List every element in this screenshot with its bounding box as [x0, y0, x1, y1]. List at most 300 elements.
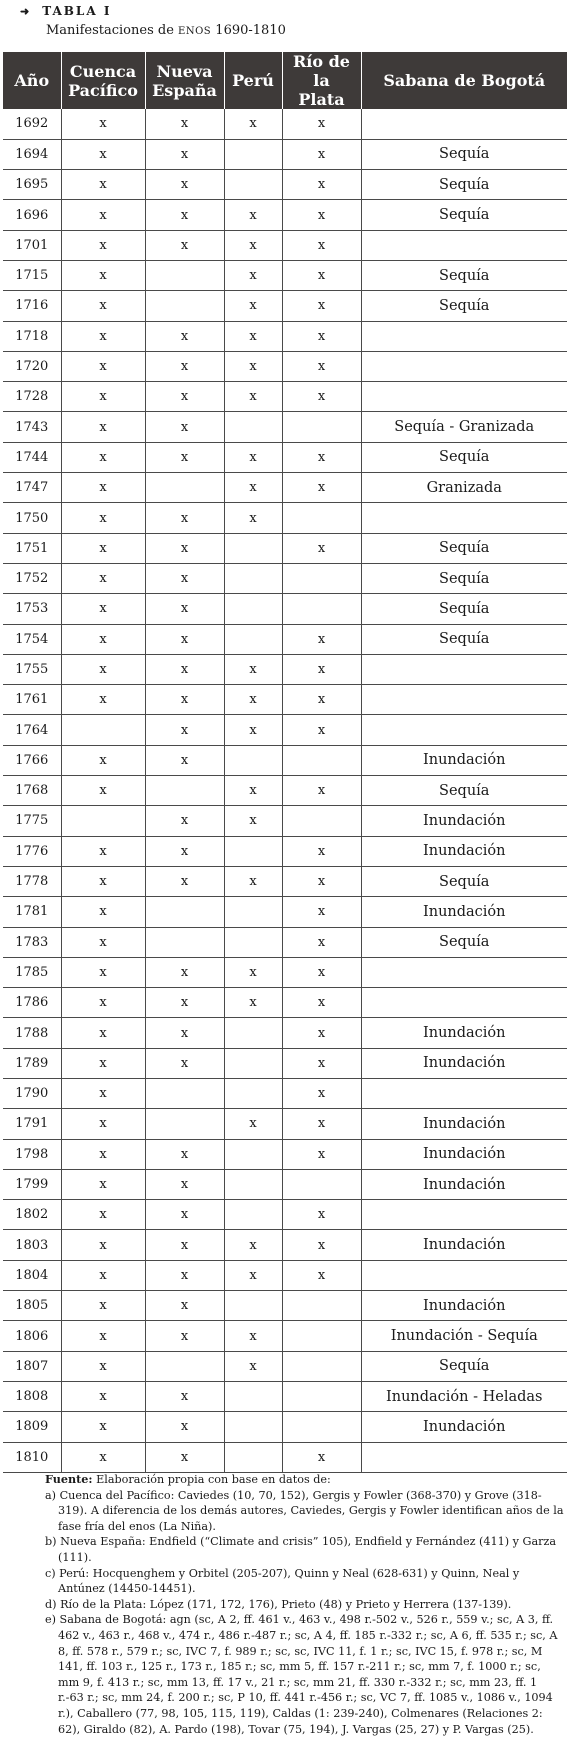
bogota-cell	[361, 654, 567, 684]
region-cell: x	[282, 1442, 361, 1472]
region-cell	[145, 260, 224, 290]
region-cell: x	[61, 1169, 145, 1199]
table-row	[3, 988, 567, 1018]
region-cell: x	[145, 836, 224, 866]
table-row	[3, 473, 567, 503]
region-cell: x	[282, 291, 361, 321]
year-cell: 1754	[3, 624, 61, 654]
region-cell: x	[282, 685, 361, 715]
region-cell: x	[61, 200, 145, 230]
region-cell: x	[224, 109, 282, 139]
region-cell: x	[61, 1230, 145, 1260]
year-cell: 1744	[3, 442, 61, 472]
note-item: d) Río de la Plata: López (171, 172, 176), Prieto (48) y Prieto y Herrera (137-139).	[45, 1597, 512, 1611]
bogota-cell	[361, 1200, 567, 1230]
region-cell: x	[145, 412, 224, 442]
region-cell: x	[61, 109, 145, 139]
region-cell: x	[145, 1291, 224, 1321]
column-header-line: Cuenca	[69, 61, 137, 81]
bogota-cell: Inundación	[361, 1169, 567, 1199]
bogota-cell: Sequía	[361, 291, 567, 321]
year-cell: 1799	[3, 1169, 61, 1199]
region-cell: x	[61, 260, 145, 290]
table-subtitle	[46, 23, 286, 40]
region-cell	[224, 1139, 282, 1169]
table-row	[3, 1412, 567, 1442]
region-cell	[282, 563, 361, 593]
region-cell: x	[282, 533, 361, 563]
column-header-line: Nueva	[156, 61, 213, 81]
table-notes	[45, 1472, 565, 1737]
table-row	[3, 412, 567, 442]
year-cell: 1803	[3, 1230, 61, 1260]
year-cell: 1807	[3, 1351, 61, 1381]
region-cell: x	[282, 442, 361, 472]
region-cell: x	[224, 1230, 282, 1260]
table-row	[3, 957, 567, 987]
year-cell: 1752	[3, 563, 61, 593]
region-cell	[224, 624, 282, 654]
region-cell: x	[61, 351, 145, 381]
table-row	[3, 685, 567, 715]
region-cell: x	[61, 170, 145, 200]
bogota-cell: Inundación	[361, 1412, 567, 1442]
region-cell: x	[61, 836, 145, 866]
region-cell: x	[282, 351, 361, 381]
region-cell: x	[282, 109, 361, 139]
region-cell: x	[145, 1442, 224, 1472]
year-cell: 1766	[3, 745, 61, 775]
year-cell: 1753	[3, 594, 61, 624]
region-cell: x	[282, 1079, 361, 1109]
region-cell	[224, 563, 282, 593]
region-cell: x	[282, 897, 361, 927]
region-cell: x	[145, 1230, 224, 1260]
region-cell: x	[61, 473, 145, 503]
table-body	[3, 109, 567, 1472]
year-cell: 1775	[3, 806, 61, 836]
region-cell: x	[61, 745, 145, 775]
region-cell	[224, 139, 282, 169]
region-cell: x	[224, 1109, 282, 1139]
table-row	[3, 1260, 567, 1290]
region-cell: x	[145, 866, 224, 896]
region-cell: x	[61, 533, 145, 563]
region-cell: x	[282, 473, 361, 503]
year-cell: 1788	[3, 1018, 61, 1048]
region-cell: x	[145, 685, 224, 715]
year-cell: 1755	[3, 654, 61, 684]
table-row	[3, 230, 567, 260]
region-cell: x	[61, 503, 145, 533]
year-cell: 1783	[3, 927, 61, 957]
bogota-cell: Inundación - Sequía	[361, 1321, 567, 1351]
table-row	[3, 866, 567, 896]
bogota-cell: Inundación	[361, 1109, 567, 1139]
column-header-line: Pacífico	[68, 80, 138, 100]
region-cell: x	[145, 563, 224, 593]
bogota-cell	[361, 1079, 567, 1109]
column-header-line: Año	[14, 71, 50, 90]
region-cell	[224, 170, 282, 200]
year-cell: 1743	[3, 412, 61, 442]
bogota-cell	[361, 321, 567, 351]
region-cell: x	[224, 654, 282, 684]
year-cell: 1747	[3, 473, 61, 503]
year-cell: 1786	[3, 988, 61, 1018]
region-cell	[145, 897, 224, 927]
bogota-cell: Inundación	[361, 1230, 567, 1260]
source-line	[45, 1472, 565, 1488]
region-cell: x	[145, 230, 224, 260]
region-cell	[224, 1381, 282, 1411]
region-cell: x	[145, 654, 224, 684]
region-cell: x	[282, 1139, 361, 1169]
region-cell: x	[282, 836, 361, 866]
region-cell: x	[145, 503, 224, 533]
region-cell: x	[145, 594, 224, 624]
year-cell: 1716	[3, 291, 61, 321]
year-cell: 1701	[3, 230, 61, 260]
bogota-cell: Sequía	[361, 533, 567, 563]
year-cell: 1791	[3, 1109, 61, 1139]
table-row	[3, 1442, 567, 1472]
year-cell: 1715	[3, 260, 61, 290]
region-cell: x	[61, 654, 145, 684]
region-cell	[145, 291, 224, 321]
region-cell: x	[282, 1109, 361, 1139]
bogota-cell: Inundación	[361, 1291, 567, 1321]
region-cell: x	[61, 1048, 145, 1078]
region-cell: x	[61, 927, 145, 957]
bogota-cell	[361, 957, 567, 987]
table-row	[3, 624, 567, 654]
year-cell: 1728	[3, 382, 61, 412]
year-cell: 1776	[3, 836, 61, 866]
year-cell: 1805	[3, 1291, 61, 1321]
region-cell	[224, 594, 282, 624]
note-item: b) Nueva España: Endfield (“Climate and crisis” 105), Endfield y Fernández (411) y Garza (111).	[45, 1535, 557, 1564]
table-row	[3, 654, 567, 684]
bogota-cell: Sequía	[361, 866, 567, 896]
table-row	[3, 1321, 567, 1351]
table-row	[3, 1109, 567, 1139]
year-cell: 1695	[3, 170, 61, 200]
table-row	[3, 927, 567, 957]
region-cell: x	[61, 1018, 145, 1048]
table-row	[3, 715, 567, 745]
region-cell: x	[61, 291, 145, 321]
region-cell: x	[282, 866, 361, 896]
table-row	[3, 533, 567, 563]
region-cell: x	[224, 321, 282, 351]
region-cell: x	[282, 1018, 361, 1048]
region-cell: x	[61, 1381, 145, 1411]
bogota-cell	[361, 109, 567, 139]
bogota-cell	[361, 503, 567, 533]
region-cell: x	[282, 654, 361, 684]
bogota-cell: Inundación	[361, 1048, 567, 1078]
bogota-cell: Inundación	[361, 1018, 567, 1048]
table-row	[3, 442, 567, 472]
bogota-cell: Inundación	[361, 836, 567, 866]
region-cell: x	[145, 382, 224, 412]
note-item: e) Sabana de Bogotá: agn (sc, A 2, ff. 461 v., 463 v., 498 r.-502 v., 526 r., 559 v.; sc, A 3, ff. 462 v., 463 r., 468 v., 474 r., 486 r.-487 r.; sc, A 4, ff. 185 r.-332 r.; sc, A 6, ff. 535 r.; sc, A 8, ff. 578 r., 579 r.; sc, IVC 7, f. 989 r.; sc, sc, IVC 11, f. 1 r.; sc, IVC 15, f. 978 r.; sc, M 141, ff. 103 r., 125 r., 173 r., 185 r.; sc, mm 5, ff. 157 r.-211 r.; sc, mm 7, f. 1000 r.; sc, mm 9, f. 413 r.; sc, mm 13, ff. 17 v., 21 r.; sc, mm 21, ff. 330 r.-332 r.; sc, mm 23, ff. 1 r.-63 r.; sc, mm 24, f. 200 r.; sc, P 10, ff. 441 r.-456 r.; sc, VC 7, ff. 1085 v., 1086 v., 1094 r.), Caballero (77, 98, 105, 115, 119), Caldas (1: 239-240), Colmenares (Relaciones 2: 62), Giraldo (82), A. Pardo (198), Tovar (75, 194), J. Vargas (25, 27) y P. Vargas (25).	[45, 1613, 558, 1736]
source-label: Fuente:	[45, 1472, 93, 1486]
region-cell: x	[224, 1351, 282, 1381]
bogota-cell: Sequía	[361, 170, 567, 200]
region-cell: x	[145, 442, 224, 472]
region-cell: x	[282, 776, 361, 806]
table-row	[3, 139, 567, 169]
region-cell	[224, 1048, 282, 1078]
region-cell: x	[145, 1048, 224, 1078]
table-row	[3, 563, 567, 593]
table-row	[3, 1200, 567, 1230]
region-cell: x	[282, 170, 361, 200]
region-cell: x	[61, 563, 145, 593]
bogota-cell: Sequía	[361, 563, 567, 593]
table-row	[3, 1230, 567, 1260]
table-row	[3, 1381, 567, 1411]
table-row	[3, 351, 567, 381]
region-cell	[224, 1169, 282, 1199]
enso-table	[3, 52, 567, 1473]
region-cell: x	[224, 503, 282, 533]
region-cell: x	[61, 1260, 145, 1290]
year-cell: 1694	[3, 139, 61, 169]
region-cell: x	[145, 200, 224, 230]
region-cell: x	[224, 291, 282, 321]
year-cell: 1790	[3, 1079, 61, 1109]
year-cell: 1692	[3, 109, 61, 139]
bogota-cell: Sequía	[361, 442, 567, 472]
region-cell: x	[282, 1230, 361, 1260]
region-cell	[224, 1200, 282, 1230]
year-cell: 1781	[3, 897, 61, 927]
region-cell	[224, 745, 282, 775]
region-cell: x	[224, 200, 282, 230]
region-cell: x	[145, 170, 224, 200]
bogota-cell: Inundación	[361, 1139, 567, 1169]
region-cell: x	[61, 1291, 145, 1321]
region-cell: x	[145, 1321, 224, 1351]
region-cell	[224, 1291, 282, 1321]
region-cell: x	[145, 624, 224, 654]
region-cell: x	[145, 745, 224, 775]
column-header-line: Sabana de Bogotá	[383, 71, 546, 90]
region-cell: x	[224, 685, 282, 715]
region-cell	[282, 503, 361, 533]
subtitle-abbr: ENOS	[178, 26, 212, 37]
year-cell: 1785	[3, 957, 61, 987]
note-item: c) Perú: Hocquenghem y Orbitel (205-207), Quinn y Neal (628-631) y Quinn, Neal y Antúnez (14450-14451).	[45, 1566, 520, 1596]
table-row	[3, 1351, 567, 1381]
region-cell	[224, 1079, 282, 1109]
region-cell: x	[61, 230, 145, 260]
year-cell: 1761	[3, 685, 61, 715]
year-cell: 1809	[3, 1412, 61, 1442]
region-cell	[145, 1079, 224, 1109]
subtitle-range: 1690-1810	[215, 23, 286, 38]
bogota-cell: Inundación - Heladas	[361, 1381, 567, 1411]
region-cell: x	[282, 957, 361, 987]
region-cell: x	[224, 1321, 282, 1351]
region-cell: x	[282, 321, 361, 351]
table-row	[3, 1169, 567, 1199]
region-cell: x	[145, 715, 224, 745]
region-cell: x	[282, 988, 361, 1018]
region-cell	[282, 1351, 361, 1381]
region-cell: x	[145, 139, 224, 169]
region-cell: x	[61, 382, 145, 412]
region-cell	[224, 1412, 282, 1442]
table-row	[3, 170, 567, 200]
year-cell: 1718	[3, 321, 61, 351]
table-caption	[20, 4, 286, 40]
column-header-line: Río de la	[293, 52, 350, 90]
year-cell: 1789	[3, 1048, 61, 1078]
region-cell	[224, 927, 282, 957]
year-cell: 1696	[3, 200, 61, 230]
region-cell: x	[145, 957, 224, 987]
region-cell: x	[224, 382, 282, 412]
year-cell: 1808	[3, 1381, 61, 1411]
region-cell: x	[282, 139, 361, 169]
region-cell: x	[61, 442, 145, 472]
table-row	[3, 1079, 567, 1109]
table-row	[3, 1139, 567, 1169]
region-cell: x	[61, 897, 145, 927]
table-row	[3, 1018, 567, 1048]
region-cell: x	[61, 1351, 145, 1381]
region-cell: x	[145, 1381, 224, 1411]
year-cell: 1768	[3, 776, 61, 806]
bogota-cell: Sequía	[361, 776, 567, 806]
region-cell	[282, 1321, 361, 1351]
region-cell: x	[224, 351, 282, 381]
year-cell: 1720	[3, 351, 61, 381]
region-cell: x	[61, 1412, 145, 1442]
region-cell	[145, 473, 224, 503]
region-cell: x	[61, 1442, 145, 1472]
bogota-cell	[361, 230, 567, 260]
region-cell	[282, 1381, 361, 1411]
table-row	[3, 260, 567, 290]
region-cell: x	[145, 1200, 224, 1230]
region-cell: x	[61, 594, 145, 624]
column-header	[3, 52, 61, 109]
region-cell	[224, 412, 282, 442]
region-cell: x	[282, 927, 361, 957]
bogota-cell: Granizada	[361, 473, 567, 503]
note-item: a) Cuenca del Pacífico: Caviedes (10, 70, 152), Gergis y Fowler (368-370) y Grove (318-319). A diferencia de los demás autores, Caviedes, Gergis y Fowler identifican años de la fase fría del enos (La Niña).	[45, 1488, 564, 1533]
region-cell	[282, 1291, 361, 1321]
region-cell: x	[145, 109, 224, 139]
region-cell: x	[61, 1321, 145, 1351]
region-cell: x	[282, 624, 361, 654]
table-row	[3, 291, 567, 321]
table-row	[3, 382, 567, 412]
region-cell	[282, 412, 361, 442]
region-cell: x	[61, 412, 145, 442]
region-cell: x	[61, 685, 145, 715]
region-cell: x	[282, 260, 361, 290]
column-header	[361, 52, 567, 109]
region-cell: x	[224, 715, 282, 745]
region-cell	[145, 776, 224, 806]
bogota-cell	[361, 715, 567, 745]
region-cell: x	[145, 1139, 224, 1169]
region-cell: x	[224, 230, 282, 260]
year-cell: 1750	[3, 503, 61, 533]
bogota-cell	[361, 685, 567, 715]
year-cell: 1810	[3, 1442, 61, 1472]
region-cell: x	[145, 351, 224, 381]
region-cell	[61, 715, 145, 745]
column-header	[61, 52, 145, 109]
region-cell: x	[61, 988, 145, 1018]
region-cell: x	[61, 1139, 145, 1169]
year-cell: 1778	[3, 866, 61, 896]
column-header	[282, 52, 361, 109]
region-cell: x	[145, 1169, 224, 1199]
bogota-cell: Inundación	[361, 897, 567, 927]
bogota-cell: Sequía	[361, 139, 567, 169]
table-row	[3, 1291, 567, 1321]
region-cell: x	[224, 957, 282, 987]
table-row	[3, 594, 567, 624]
column-header-line: Plata	[298, 90, 345, 109]
region-cell	[282, 806, 361, 836]
note-items	[45, 1488, 565, 1737]
region-cell: x	[282, 715, 361, 745]
bogota-cell: Sequía	[361, 260, 567, 290]
bogota-cell: Sequía	[361, 1351, 567, 1381]
region-cell: x	[61, 866, 145, 896]
year-cell: 1806	[3, 1321, 61, 1351]
year-cell: 1804	[3, 1260, 61, 1290]
region-cell: x	[145, 321, 224, 351]
table-row	[3, 1048, 567, 1078]
region-cell	[282, 1169, 361, 1199]
region-cell: x	[61, 624, 145, 654]
bogota-cell	[361, 988, 567, 1018]
region-cell: x	[282, 1260, 361, 1290]
region-cell: x	[61, 1200, 145, 1230]
region-cell: x	[282, 382, 361, 412]
region-cell	[224, 897, 282, 927]
bogota-cell	[361, 351, 567, 381]
region-cell: x	[61, 139, 145, 169]
bogota-cell: Inundación	[361, 745, 567, 775]
source-text: Elaboración propia con base en datos de:	[92, 1473, 331, 1486]
bogota-cell: Sequía - Granizada	[361, 412, 567, 442]
table-header-row	[3, 52, 567, 109]
region-cell	[61, 806, 145, 836]
table-row	[3, 503, 567, 533]
region-cell: x	[224, 1260, 282, 1290]
bogota-cell	[361, 1260, 567, 1290]
table-row	[3, 200, 567, 230]
region-cell	[145, 1109, 224, 1139]
table-row	[3, 109, 567, 139]
bogota-cell	[361, 382, 567, 412]
table-row	[3, 321, 567, 351]
table-row	[3, 776, 567, 806]
column-header	[145, 52, 224, 109]
region-cell	[224, 1442, 282, 1472]
